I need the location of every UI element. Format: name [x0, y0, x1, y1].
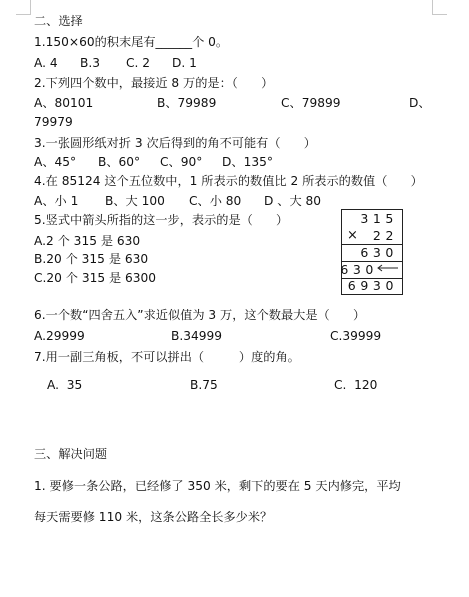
left-arrow-icon	[376, 264, 398, 272]
q2-option-b: B、79989	[157, 96, 217, 110]
q5-stem: 5.竖式中箭头所指的这一步，表示的是（ ）	[34, 213, 289, 227]
q7-option-a: A. 35	[47, 378, 83, 392]
vertical-multiplication	[341, 209, 403, 295]
calc-row-product	[342, 277, 402, 294]
calc-row-multiplicand	[342, 210, 402, 227]
q4-option-a: A、小 1	[34, 194, 79, 208]
calc-partial-1: 630	[360, 245, 398, 260]
q2-stem: 2.下列四个数中，最接近 8 万的是：（ ）	[34, 76, 274, 90]
q5-option-c: C.20 个 315 是 6300	[34, 271, 157, 285]
calc-multiplier: 22	[372, 228, 398, 243]
page-corner-mark-right	[432, 0, 447, 15]
q4-option-b: B、大 100	[105, 194, 165, 208]
calc-row-partial-1	[342, 244, 402, 261]
calc-multiplicand: 315	[360, 211, 398, 226]
q2-option-a: A、80101	[34, 96, 94, 110]
q6-option-c: C.39999	[330, 329, 382, 343]
q4-stem: 4.在 85124 这个五位数中，1 所表示的数值比 2 所表示的数值（ ）	[34, 174, 423, 188]
q6-option-a: A.29999	[34, 329, 85, 343]
q3-option-b: B、60°	[98, 155, 141, 169]
problem-1-line-2: 每天需要修 110 米，这条公路全长多少米？	[34, 510, 273, 524]
q1-option-b: B.3	[80, 56, 100, 70]
q6-option-b: B.34999	[171, 329, 223, 343]
q7-option-c: C. 120	[334, 378, 378, 392]
section-2-title: 二、选择	[34, 14, 83, 28]
q1-option-a: A. 4	[34, 56, 58, 70]
q3-option-a: A、45°	[34, 155, 77, 169]
q4-option-c: C、小 80	[189, 194, 242, 208]
q3-option-c: C、90°	[160, 155, 203, 169]
q2-option-d: D、	[409, 96, 431, 110]
q1-option-c: C. 2	[126, 56, 151, 70]
q4-option-d: D 、大 80	[264, 194, 322, 208]
q1-option-d: D. 1	[172, 56, 197, 70]
calc-row-multiplier	[342, 227, 402, 244]
page-corner-mark-left	[16, 0, 31, 15]
q6-stem: 6.一个数“四舍五入”求近似值为 3 万，这个数最大是（ ）	[34, 308, 366, 322]
q2-option-c: C、79899	[281, 96, 341, 110]
q5-option-b: B.20 个 315 是 630	[34, 252, 149, 266]
calc-partial-2: 630	[340, 262, 378, 277]
calc-product: 6930	[347, 278, 398, 293]
q7-stem: 7.用一副三角板，不可以拼出（ ）度的角。	[34, 350, 300, 364]
q7-option-b: B.75	[190, 378, 218, 392]
q5-option-a: A.2 个 315 是 630	[34, 234, 141, 248]
q3-option-d: D、135°	[222, 155, 273, 169]
q1-stem: 1.150×60的积末尾有______个 0。	[34, 35, 229, 49]
times-sign: ×	[347, 228, 358, 243]
problem-1-line-1: 1. 要修一条公路，已经修了 350 米，剩下的要在 5 天内修完，平均	[34, 479, 401, 493]
q2-option-d-value: 79979	[34, 115, 73, 129]
q3-stem: 3.一张圆形纸对折 3 次后得到的角不可能有（ ）	[34, 136, 316, 150]
section-3-title: 三、解决问题	[34, 447, 108, 461]
